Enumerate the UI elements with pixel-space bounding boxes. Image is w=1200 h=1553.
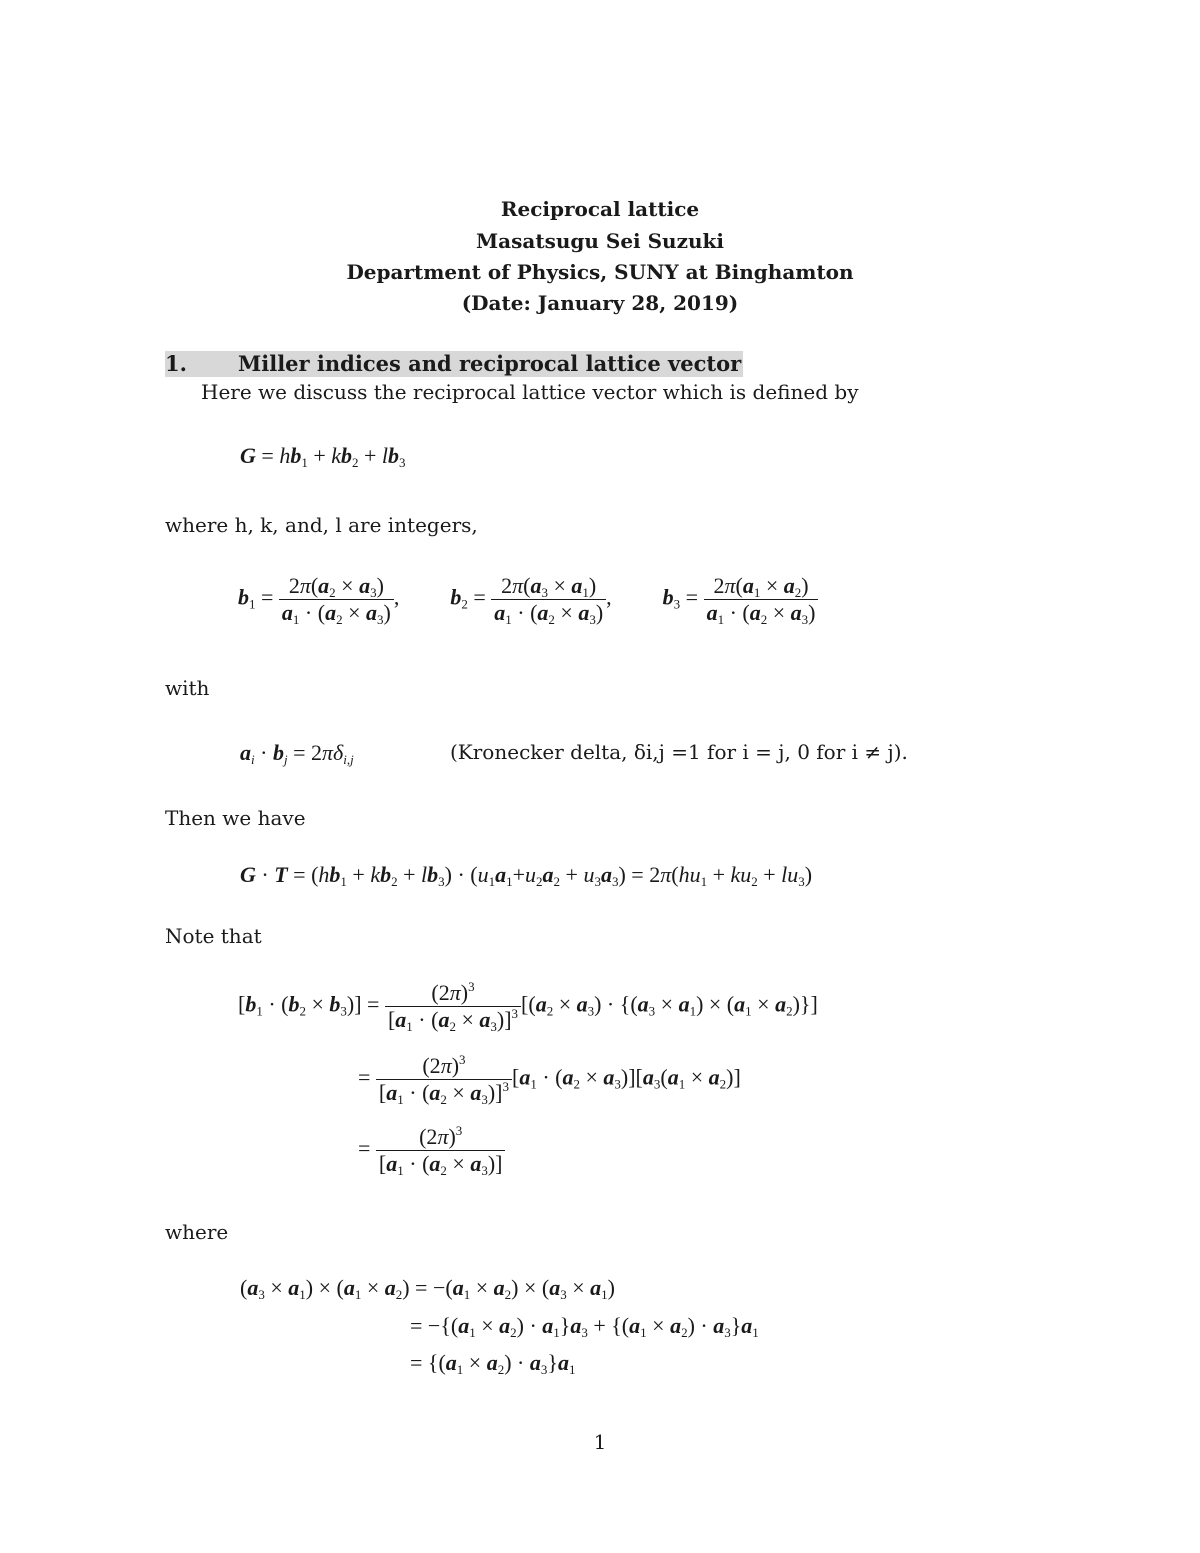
equation-b-vectors: $b_1$ = $\frac{2\pi(a_2 \times a_3)}{a_1 \cdot (a_2 \times a_3)}$ , $b_2$ = $\frac{2\pi(a_3 \times a_1)}{a_1 \cdot (a_2 \times a_3)}$ , $b_3$ = $\frac{2\pi(a_1 \times a_2)}{a_1 \cdot (a_2 \times a_3)}$ — [238, 573, 818, 626]
page-number: 1 — [593, 1430, 607, 1454]
equation-G: $G = hb_1 + kb_2 + lb_3$ — [240, 443, 406, 470]
equation-volume-line1: $[b_1 \cdot (b_2 \times b_3)]$ = $\frac{(2\pi)^3}{[a_1 \cdot (a_2 \times a_3)]^3}$ $[(a_2 \times a_3) \cdot \{(a_3 \times a_1) \times (a_1 \times a_2)\}]$ — [238, 979, 818, 1034]
paper-title: Reciprocal lattice — [500, 197, 700, 221]
where-integers-text: where h, k, and, l are integers, — [165, 513, 478, 537]
where-text: where — [165, 1220, 229, 1244]
equation-G-dot-T: $G \cdot T = (hb_1 + kb_2 + lb_3) \cdot (u_1a_1+u_2a_2 + u_3a_3) = 2\pi(hu_1 + ku_2 + lu_3)$ — [240, 862, 813, 889]
equation-cross-line3: = $\{(a_1 \times a_2) \cdot a_3\}a_1$ — [410, 1350, 576, 1377]
equation-cross-line2: = $-\{(a_1 \times a_2) \cdot a_1\}a_3 + \{(a_1 \times a_2) \cdot a_3\}a_1$ — [410, 1313, 759, 1340]
equation-volume-line3: = $\frac{(2\pi)^3}{[a_1 \cdot (a_2 \times a_3)]}$ — [358, 1124, 505, 1177]
equation-cross-line1: $(a_3 \times a_1) \times (a_1 \times a_2) = -(a_1 \times a_2) \times (a_3 \times a_1)$ — [240, 1275, 615, 1302]
with-text: with — [165, 676, 210, 700]
section-number: 1. — [165, 351, 187, 376]
equation-orthogonality: $a_i \cdot b_j = 2\pi\delta_{i,j}$ — [240, 740, 354, 767]
section-heading — [165, 351, 743, 377]
equation-volume-line2: = $\frac{(2\pi)^3}{[a_1 \cdot (a_2 \times a_3)]^3}$ $[a_1 \cdot (a_2 \times a_3)][a_3(a_1 \times a_2)]$ — [358, 1052, 741, 1107]
kronecker-note: (Kronecker delta, δi,j =1 for i = j, 0 for i ≠ j). — [450, 740, 908, 764]
intro-text: Here we discuss the reciprocal lattice vector which is defined by — [201, 380, 859, 404]
author: Masatsugu Sei Suzuki — [476, 229, 724, 253]
date: (Date: January 28, 2019) — [461, 291, 739, 315]
section-title: Miller indices and reciprocal lattice vector — [238, 351, 742, 376]
then-we-have-text: Then we have — [165, 806, 306, 830]
note-that-text: Note that — [165, 924, 262, 948]
affiliation: Department of Physics, SUNY at Binghamton — [346, 260, 854, 284]
